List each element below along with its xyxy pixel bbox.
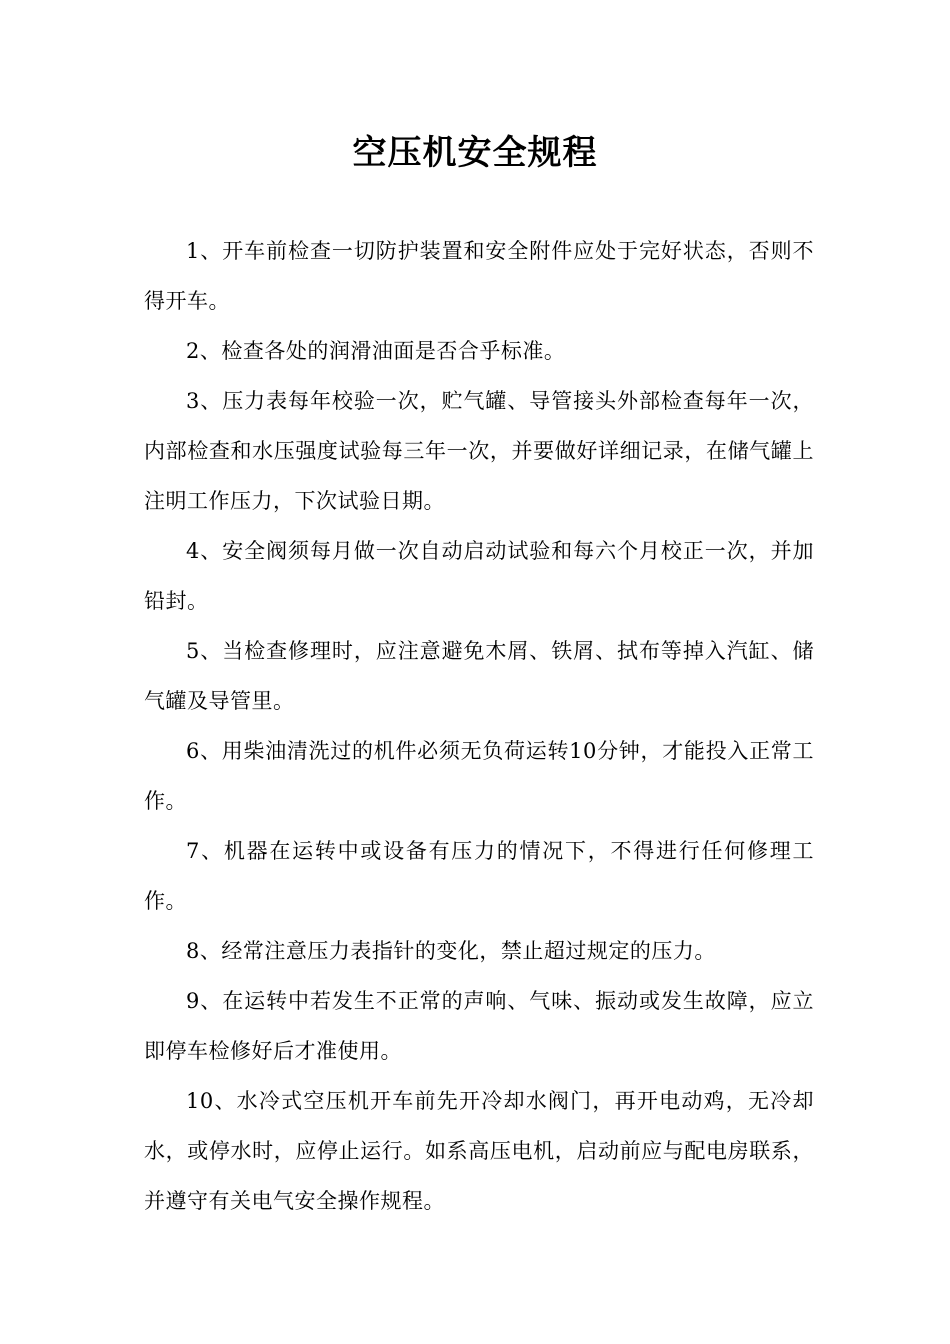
paragraph-4: 4、安全阀须每月做一次自动启动试验和每六个月校正一次，并加铅封。	[144, 539, 814, 613]
paragraph-8: 8、经常注意压力表指针的变化，禁止超过规定的压力。	[186, 939, 716, 963]
paragraph-7: 7、机器在运转中或设备有压力的情况下，不得进行任何修理工作。	[144, 839, 814, 913]
paragraph-9: 9、在运转中若发生不正常的声响、气味、振动或发生故障，应立即停车检修好后才准使用。	[144, 989, 814, 1063]
paragraph-10: 10、水冷式空压机开车前先开冷却水阀门，再开电动鸡，无冷却水，或停水时，应停止运行。如系高压电机，启动前应与配电房联系，并遵守有关电气安全操作规程。	[144, 1089, 814, 1213]
document-title: 空压机安全规程	[352, 133, 598, 173]
paragraph-3: 3、压力表每年校验一次，贮气罐、导管接头外部检查每年一次，内部检查和水压强度试验每三年一次，并要做好详细记录，在储气罐上注明工作压力，下次试验日期。	[144, 389, 814, 513]
paragraph-1: 1、开车前检查一切防护装置和安全附件应处于完好状态，否则不得开车。	[144, 239, 814, 313]
paragraph-5: 5、当检查修理时，应注意避免木屑、铁屑、拭布等掉入汽缸、储气罐及导管里。	[144, 639, 814, 713]
paragraph-6: 6、用柴油清洗过的机件必须无负荷运转10分钟，才能投入正常工作。	[144, 739, 814, 813]
paragraph-2: 2、检查各处的润滑油面是否合乎标准。	[186, 339, 566, 363]
document-body	[144, 226, 814, 1226]
